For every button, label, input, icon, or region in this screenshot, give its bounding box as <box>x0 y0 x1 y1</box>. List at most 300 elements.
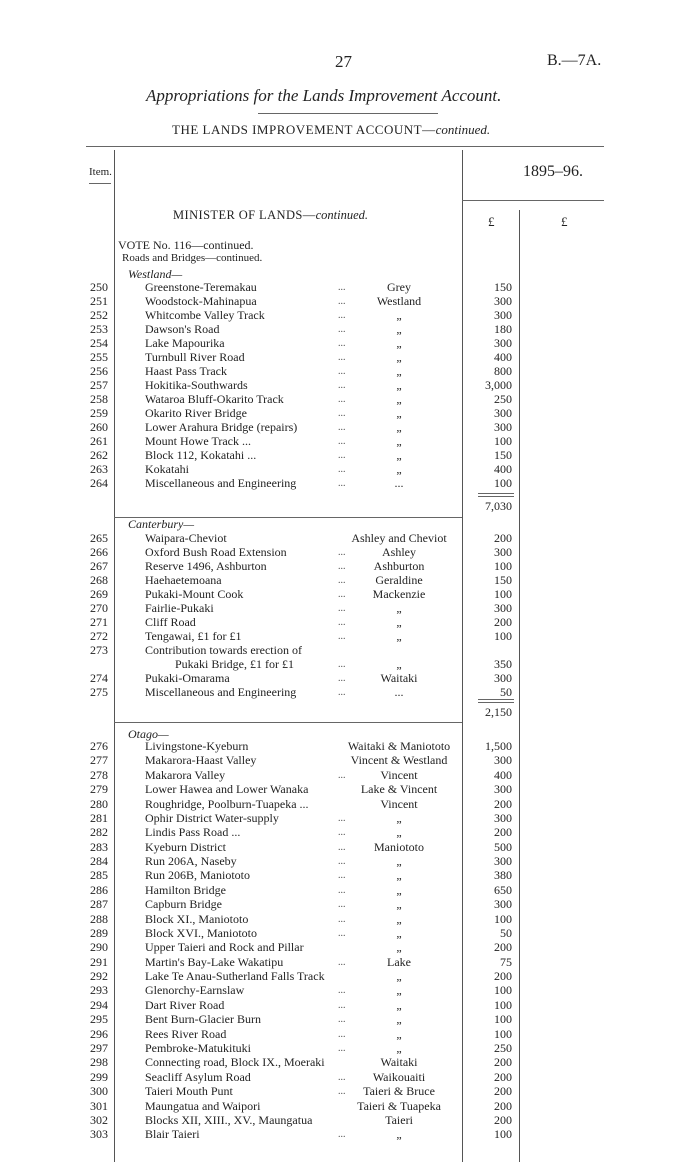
leader-dots: ... <box>338 927 346 939</box>
item-number: 255 <box>90 350 108 364</box>
leader-dots: ... <box>338 338 346 349</box>
table-row <box>0 956 700 969</box>
leader-dots: ... <box>338 687 346 698</box>
electoral-district: „ <box>396 882 402 897</box>
electoral-district: „ <box>396 657 402 671</box>
works-name: Connecting road, Block IX., Moeraki <box>145 1055 325 1070</box>
electoral-district: „ <box>396 897 402 912</box>
electoral-district: „ <box>396 1040 402 1055</box>
subtotal-rule <box>478 699 514 700</box>
item-number: 287 <box>90 897 108 912</box>
amount: 3,000 <box>485 378 512 392</box>
table-row <box>0 927 700 940</box>
works-name: Hokitika-Southwards <box>145 378 248 392</box>
electoral-district: „ <box>396 854 402 869</box>
item-number: 289 <box>90 925 108 940</box>
electoral-district: Lake & Vincent <box>360 782 438 797</box>
item-number: 299 <box>90 1069 108 1084</box>
amount: 200 <box>494 1098 512 1113</box>
electoral-district: „ <box>396 1026 402 1041</box>
amount: 100 <box>494 476 512 490</box>
subtotal-rule <box>478 496 514 497</box>
table-row <box>0 686 700 699</box>
leader-dots: ... <box>338 380 346 391</box>
table-row <box>0 884 700 897</box>
vote-heading: VOTE No. 116—continued. <box>118 238 254 252</box>
works-name: Makarora Valley <box>145 767 226 782</box>
subtotal-rule <box>478 493 514 494</box>
section-main: MINISTER OF LANDS— <box>173 208 316 222</box>
works-name: Contribution towards erection of <box>145 643 302 657</box>
electoral-district: Taieri & Bruce <box>363 1084 435 1099</box>
table-row <box>0 560 700 573</box>
item-number: 250 <box>90 280 108 294</box>
electoral-district: „ <box>396 868 402 883</box>
electoral-district: „ <box>396 925 402 940</box>
electoral-district: „ <box>396 911 402 926</box>
works-name: Rees River Road <box>145 1026 227 1041</box>
table-row <box>0 421 700 434</box>
item-number: 267 <box>90 559 108 573</box>
table-row <box>0 898 700 911</box>
works-name: Blair Taieri <box>145 1127 200 1142</box>
year-header: 1895–96. <box>523 163 583 180</box>
works-name: Ophir District Water-supply <box>145 810 279 825</box>
item-number: 266 <box>90 545 108 559</box>
electoral-district: Vincent <box>380 767 418 782</box>
table-row <box>0 616 700 629</box>
electoral-district: Waitaki <box>380 1055 418 1070</box>
electoral-district: Vincent & Westland <box>350 753 448 768</box>
works-name: Oxford Bush Road Extension <box>145 545 287 559</box>
amount: 200 <box>494 1112 512 1127</box>
amount: 100 <box>494 1127 512 1142</box>
amount: 400 <box>494 350 512 364</box>
table-row <box>0 941 700 954</box>
electoral-district: Grey <box>387 280 411 294</box>
leader-dots: ... <box>338 575 346 586</box>
works-name: Glenorchy-Earnslaw <box>145 983 245 998</box>
amount: 100 <box>494 587 512 601</box>
item-number: 294 <box>90 997 108 1012</box>
item-number: 273 <box>90 643 108 657</box>
amount: 300 <box>494 753 512 768</box>
electoral-district: Taieri & Tuapeka <box>357 1098 441 1113</box>
amount: 300 <box>494 810 512 825</box>
table-row <box>0 407 700 420</box>
leader-dots: ... <box>338 436 346 447</box>
item-number: 284 <box>90 854 108 869</box>
amount: 300 <box>494 336 512 350</box>
works-name: Lindis Pass Road ... <box>145 825 241 840</box>
year-header-rule <box>462 200 604 201</box>
table-row <box>0 323 700 336</box>
amount: 300 <box>494 406 512 420</box>
amount: 75 <box>500 954 512 969</box>
group-heading: Otago— <box>128 727 169 741</box>
item-number: 262 <box>90 448 108 462</box>
works-name: Hamilton Bridge <box>145 882 226 897</box>
amount: 400 <box>494 462 512 476</box>
item-number: 260 <box>90 420 108 434</box>
amount: 200 <box>494 1069 512 1084</box>
works-name: Block XVI., Maniototo <box>145 925 257 940</box>
amount: 100 <box>494 1026 512 1041</box>
leader-dots: ... <box>338 769 346 781</box>
table-row <box>0 1013 700 1026</box>
group-total: 7,030 <box>485 499 512 513</box>
amount: 100 <box>494 911 512 926</box>
table-row <box>0 393 700 406</box>
electoral-district: Ashburton <box>373 559 425 573</box>
works-name: Fairlie-Pukaki <box>145 601 214 615</box>
group-total: 2,150 <box>485 705 512 719</box>
electoral-district: „ <box>396 308 402 322</box>
amount: 250 <box>494 1040 512 1055</box>
item-number: 268 <box>90 573 108 587</box>
group-heading: Canterbury— <box>128 517 194 531</box>
item-number: 253 <box>90 322 108 336</box>
item-number: 298 <box>90 1055 108 1070</box>
table-row <box>0 337 700 350</box>
page-title: Appropriations for the Lands Improvement Account. <box>146 86 502 105</box>
amount: 500 <box>494 839 512 854</box>
currency-symbol-2: £ <box>561 214 568 229</box>
leader-dots: ... <box>338 478 346 489</box>
item-number: 296 <box>90 1026 108 1041</box>
amount: 200 <box>494 615 512 629</box>
leader-dots: ... <box>338 422 346 433</box>
works-name: Makarora-Haast Valley <box>145 753 257 768</box>
item-number: 290 <box>90 940 108 955</box>
amount: 100 <box>494 1012 512 1027</box>
amount: 300 <box>494 671 512 685</box>
works-name: Lower Hawea and Lower Wanaka <box>145 782 309 797</box>
leader-dots: ... <box>338 827 346 839</box>
amount: 50 <box>500 925 512 940</box>
works-name: Haast Pass Track <box>145 364 228 378</box>
table-row <box>0 351 700 364</box>
works-name: Pembroke-Matukituki <box>145 1040 251 1055</box>
subtitle-continued: continued. <box>435 122 491 137</box>
works-name: Kyeburn District <box>145 839 226 854</box>
works-name: Maungatua and Waipori <box>145 1098 261 1113</box>
table-row <box>0 869 700 882</box>
electoral-district: Waitaki & Maniototo <box>347 739 451 753</box>
electoral-district: Vincent <box>380 796 418 811</box>
leader-dots: ... <box>338 870 346 882</box>
table-row <box>0 855 700 868</box>
electoral-district: „ <box>396 378 402 392</box>
table-row <box>0 449 700 462</box>
amount: 650 <box>494 882 512 897</box>
amount: 300 <box>494 420 512 434</box>
leader-dots: ... <box>338 547 346 558</box>
works-name: Woodstock-Mahinapua <box>145 294 257 308</box>
table-row <box>0 588 700 601</box>
electoral-district: „ <box>396 406 402 420</box>
electoral-district: „ <box>396 810 402 825</box>
amount: 250 <box>494 392 512 406</box>
item-number: 286 <box>90 882 108 897</box>
works-name: Taieri Mouth Punt <box>145 1084 233 1099</box>
amount: 300 <box>494 782 512 797</box>
table-row <box>0 1071 700 1084</box>
table-row <box>0 379 700 392</box>
leader-dots: ... <box>338 884 346 896</box>
electoral-district: „ <box>396 825 402 840</box>
item-header-rule <box>89 183 111 184</box>
page-number: 27 <box>335 52 352 71</box>
amount: 800 <box>494 364 512 378</box>
item-number: 272 <box>90 629 108 643</box>
item-number: 301 <box>90 1098 108 1113</box>
group-separator-rule <box>114 722 462 723</box>
works-name: Dawson's Road <box>145 322 220 336</box>
table-row <box>0 1056 700 1069</box>
currency-symbol-1: £ <box>488 214 495 229</box>
table-row <box>0 1128 700 1141</box>
amount: 200 <box>494 1084 512 1099</box>
table-top-rule <box>86 146 604 147</box>
leader-dots: ... <box>338 296 346 307</box>
works-name: Bent Burn-Glacier Burn <box>145 1012 261 1027</box>
electoral-district: Geraldine <box>375 573 423 587</box>
amount: 200 <box>494 531 512 545</box>
table-row <box>0 644 700 657</box>
table-row <box>0 798 700 811</box>
table-row <box>0 913 700 926</box>
item-number: 264 <box>90 476 108 490</box>
table-row <box>0 984 700 997</box>
leader-dots: ... <box>338 603 346 614</box>
item-number: 303 <box>90 1127 108 1142</box>
works-name: Run 206B, Maniototo <box>145 868 251 883</box>
works-name: Greenstone-Teremakau <box>145 280 257 294</box>
works-name: Whitcombe Valley Track <box>145 308 265 322</box>
item-number: 282 <box>90 825 108 840</box>
table-row <box>0 463 700 476</box>
amount: 1,500 <box>485 739 512 753</box>
table-row <box>0 281 700 294</box>
amount: 380 <box>494 868 512 883</box>
amount: 150 <box>494 573 512 587</box>
electoral-district: „ <box>396 1012 402 1027</box>
works-name: Capburn Bridge <box>145 897 222 912</box>
leader-dots: ... <box>338 352 346 363</box>
works-name: Lower Arahura Bridge (repairs) <box>145 420 298 434</box>
item-number: 276 <box>90 739 108 753</box>
leader-dots: ... <box>338 617 346 628</box>
electoral-district: „ <box>396 983 402 998</box>
amount: 300 <box>494 854 512 869</box>
electoral-district: Ashley <box>382 545 416 559</box>
item-number: 256 <box>90 364 108 378</box>
works-name: Block 112, Kokatahi ... <box>145 448 257 462</box>
works-name: Run 206A, Naseby <box>145 854 237 869</box>
works-name: Kokatahi <box>145 462 189 476</box>
electoral-district: „ <box>396 448 402 462</box>
electoral-district: Lake <box>387 954 411 969</box>
item-number: 265 <box>90 531 108 545</box>
amount: 200 <box>494 940 512 955</box>
amount: 300 <box>494 294 512 308</box>
table-row <box>0 783 700 796</box>
item-number: 281 <box>90 810 108 825</box>
table-row <box>0 812 700 825</box>
amount: 150 <box>494 448 512 462</box>
item-number: 263 <box>90 462 108 476</box>
electoral-district: „ <box>396 615 402 629</box>
leader-dots: ... <box>338 1086 346 1098</box>
item-number: 274 <box>90 671 108 685</box>
leader-dots: ... <box>338 1042 346 1054</box>
works-name: Okarito River Bridge <box>145 406 247 420</box>
works-name: Livingstone-Kyeburn <box>145 739 249 753</box>
electoral-district: Mackenzie <box>372 587 426 601</box>
item-number: 285 <box>90 868 108 883</box>
table-row <box>0 1085 700 1098</box>
leader-dots: ... <box>338 1129 346 1141</box>
table-row <box>0 309 700 322</box>
works-name: Mount Howe Track ... <box>145 434 252 448</box>
leader-dots: ... <box>338 324 346 335</box>
item-number: 251 <box>90 294 108 308</box>
works-name: Miscellaneous and Engineering <box>145 685 297 699</box>
leader-dots: ... <box>338 589 346 600</box>
item-number: 288 <box>90 911 108 926</box>
amount: 200 <box>494 1055 512 1070</box>
electoral-district: „ <box>396 336 402 350</box>
leader-dots: ... <box>338 999 346 1011</box>
electoral-district: „ <box>396 462 402 476</box>
document-reference: B.—7A. <box>547 52 602 69</box>
amount: 100 <box>494 434 512 448</box>
leader-dots: ... <box>338 899 346 911</box>
leader-dots: ... <box>338 631 346 642</box>
table-row <box>0 769 700 782</box>
leader-dots: ... <box>338 366 346 377</box>
electoral-district: „ <box>396 997 402 1012</box>
table-row <box>0 1028 700 1041</box>
electoral-district: Maniototo <box>374 839 424 854</box>
item-number: 277 <box>90 753 108 768</box>
amount: 50 <box>500 685 512 699</box>
amount: 400 <box>494 767 512 782</box>
works-name: Haehaetemoana <box>145 573 222 587</box>
leader-dots: ... <box>338 561 346 572</box>
account-subtitle <box>172 122 490 138</box>
item-number: 275 <box>90 685 108 699</box>
electoral-district: „ <box>396 601 402 615</box>
table-row <box>0 574 700 587</box>
amount: 150 <box>494 280 512 294</box>
electoral-district: Taieri <box>385 1112 413 1127</box>
table-row <box>0 602 700 615</box>
subtitle-main: THE LANDS IMPROVEMENT ACCOUNT— <box>172 122 436 137</box>
electoral-district: „ <box>396 392 402 406</box>
electoral-district: „ <box>396 350 402 364</box>
electoral-district: „ <box>396 969 402 984</box>
leader-dots: ... <box>338 956 346 968</box>
leader-dots: ... <box>338 841 346 853</box>
leader-dots: ... <box>338 673 346 684</box>
item-number: 259 <box>90 406 108 420</box>
works-name: Lake Mapourika <box>145 336 225 350</box>
works-name: Roughridge, Poolburn-Tuapeka ... <box>145 796 309 811</box>
works-name: Pukaki Bridge, £1 for £1 <box>175 657 294 671</box>
table-row <box>0 754 700 767</box>
item-number: 278 <box>90 767 108 782</box>
leader-dots: ... <box>338 408 346 419</box>
amount: 100 <box>494 559 512 573</box>
amount: 100 <box>494 983 512 998</box>
electoral-district: „ <box>396 322 402 336</box>
leader-dots: ... <box>338 913 346 925</box>
works-name: Reserve 1496, Ashburton <box>145 559 267 573</box>
works-name: Waipara-Cheviot <box>145 531 227 545</box>
leader-dots: ... <box>338 812 346 824</box>
works-name: Turnbull River Road <box>145 350 245 364</box>
amount: 350 <box>494 657 512 671</box>
electoral-district: „ <box>396 940 402 955</box>
table-row <box>0 630 700 643</box>
item-number: 271 <box>90 615 108 629</box>
table-row <box>0 841 700 854</box>
leader-dots: ... <box>338 310 346 321</box>
amount: 300 <box>494 897 512 912</box>
section-continued: continued. <box>315 208 369 222</box>
leader-dots: ... <box>338 1028 346 1040</box>
works-name: Tengawai, £1 for £1 <box>145 629 242 643</box>
works-name: Miscellaneous and Engineering <box>145 476 297 490</box>
electoral-district: „ <box>396 420 402 434</box>
table-row <box>0 435 700 448</box>
electoral-district: Ashley and Cheviot <box>351 531 447 545</box>
item-number: 269 <box>90 587 108 601</box>
table-row <box>0 970 700 983</box>
table-row <box>0 740 700 753</box>
table-row <box>0 658 700 671</box>
item-number: 270 <box>90 601 108 615</box>
leader-dots: ... <box>338 856 346 868</box>
leader-dots: ... <box>338 450 346 461</box>
amount: 300 <box>494 308 512 322</box>
item-number: 297 <box>90 1040 108 1055</box>
table-row <box>0 295 700 308</box>
item-number: 302 <box>90 1112 108 1127</box>
item-number: 252 <box>90 308 108 322</box>
amount: 200 <box>494 969 512 984</box>
amount: 100 <box>494 629 512 643</box>
works-name: Wataroa Bluff-Okarito Track <box>145 392 284 406</box>
table-row <box>0 546 700 559</box>
electoral-district: ... <box>394 476 404 490</box>
works-name: Block XI., Maniototo <box>145 911 249 926</box>
table-row <box>0 365 700 378</box>
leader-dots: ... <box>338 1071 346 1083</box>
electoral-district: „ <box>396 364 402 378</box>
item-number: 291 <box>90 954 108 969</box>
group-heading: Westland— <box>128 267 183 281</box>
electoral-district: „ <box>396 434 402 448</box>
table-row <box>0 477 700 490</box>
table-row <box>0 999 700 1012</box>
electoral-district: „ <box>396 1127 402 1142</box>
works-name: Dart River Road <box>145 997 225 1012</box>
table-row <box>0 1114 700 1127</box>
leader-dots: ... <box>338 464 346 475</box>
